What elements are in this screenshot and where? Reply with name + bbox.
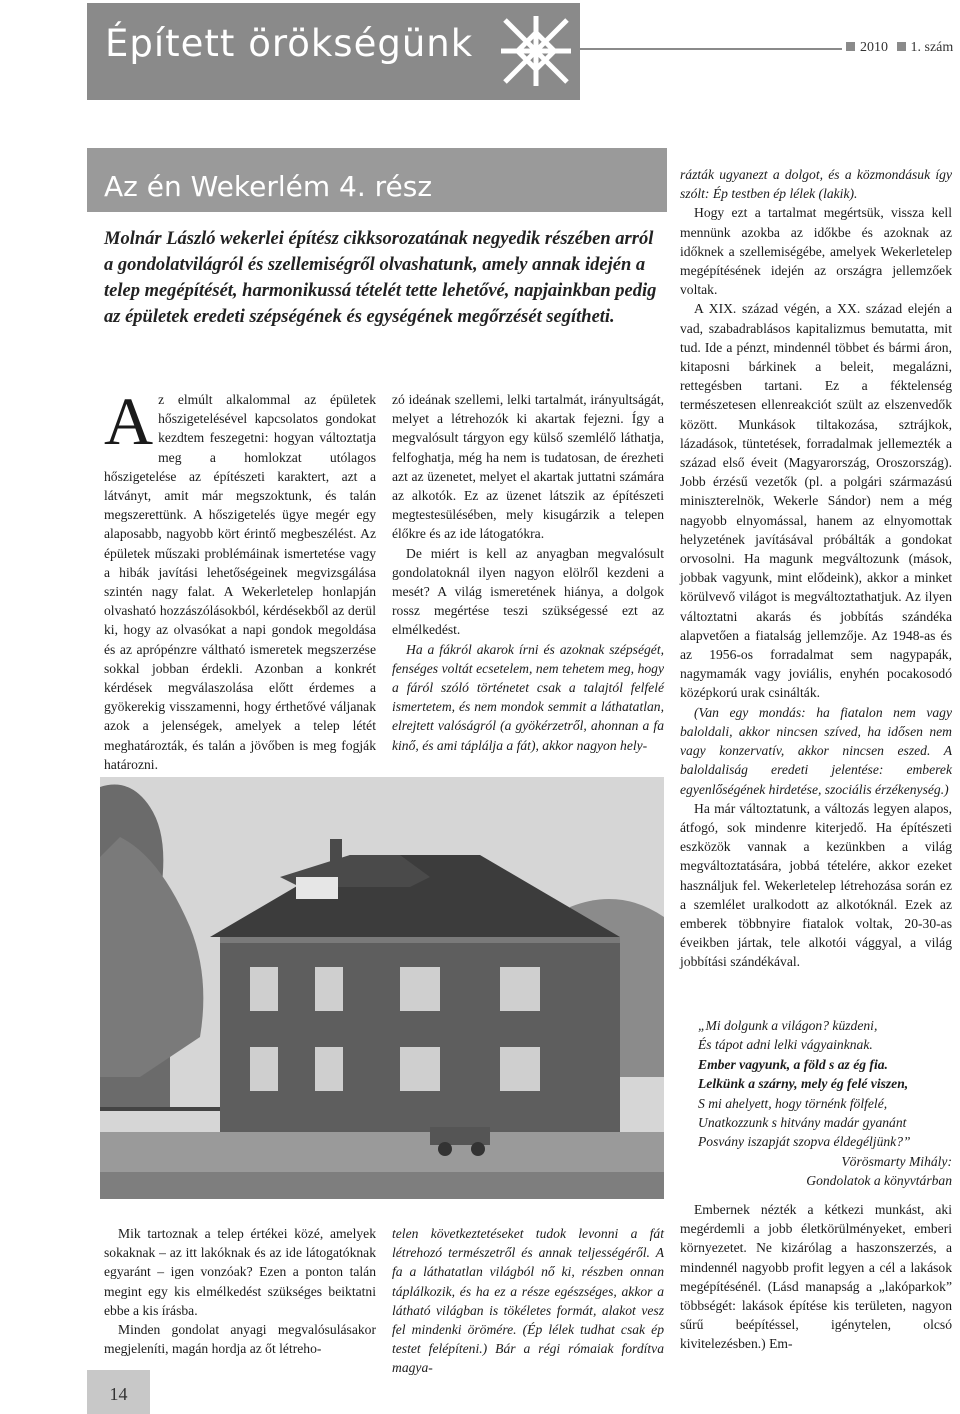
poem-line: És tápot adni lelki vágyainknak. — [698, 1037, 873, 1053]
bullet-square-icon — [846, 42, 855, 51]
article-lead: Molnár László wekerlei építész cikksorozatának negyedik részében arról a gondolatvilágról és szellemiségről olvashatunk, amely annak idején a telep megépítését, harmonikussá tételét tette lehetővé, napjainkban pedig az épületek eredeti szépségének és egységének megőrzését segítheti. — [104, 229, 657, 327]
page-number: 14 — [109, 1384, 128, 1404]
poem-line: S mi ahelyett, hogy törnénk fölfelé, — [698, 1095, 888, 1111]
text-column-1-bottom — [104, 1224, 376, 1358]
poem-line: „Mi dolgunk a világon? küzdeni, — [698, 1018, 878, 1033]
section-title: Épített örökségünk — [105, 22, 474, 65]
header-rule — [580, 48, 842, 50]
issue-number: 1. szám — [910, 40, 954, 55]
article-title-main: Az én Wekerlém — [104, 170, 331, 203]
poem-author: Vörösmarty Mihály: — [841, 1153, 952, 1169]
text-column-3-bottom — [680, 1200, 952, 1354]
poem-quote — [680, 1016, 952, 1191]
poem-line: Posvány iszapját szopva éldegéljünk?” — [698, 1134, 911, 1150]
paragraph: Mik tartoznak a telep értékei közé, amelyek sokaknak – az itt lakóknak és az ide látogatóknak egyaránt – igen vonzóak? Ezen a ponton talán megint egy kis elmélkedést szükséges beiktatni ebbe a kis írásba. — [104, 1226, 376, 1318]
poem-line: Ember vagyunk, a föld s az ég fia. — [698, 1056, 888, 1072]
paragraph: Ha már változtatunk, a változás legyen alapos, átfogó, sok mindenre kiterjedő. Ha építészeti eszközök vannak a kezünkben a világ megváltoztatására, jobbá tételére, akkor ezeket használjuk fel. Wekerletelep létrehozása során ez a szemlélet uralkodott az alkotóknál. Ezek az emberek többnyire fiatalok voltak, 20-30-as éveikben jártak, tele alkotói vággyal, a világ jobbítási szándékával. — [680, 800, 952, 970]
paragraph: Minden gondolat anyagi megvalósulásakor megjeleníti, magán hordja az őt létreho- — [104, 1322, 376, 1357]
text-column-3 — [680, 165, 952, 972]
paragraph: Embernek nézték a kétkezi munkást, aki megérdemli a jobb életkörülményeket, emberi környezetet. Ne kizárólag a haszonszerzés, a mindennél nagyobb profit legyen a cél a lakások megépítésénél. (Lásd manapság a „lakóparkok” többségét: lakások építése kis területen, nagyon sűrű beépítéssel, igénytelen, olcsó kivitelezésben.) Em- — [680, 1202, 952, 1352]
issue-info — [846, 40, 953, 56]
drop-cap: A — [104, 383, 154, 459]
paragraph: telen következtetéseket tudok levonni a fát létrehozó természetről és annak teljességéről. A fa a láthatatlan világból nő ki, részben onnan táplálkozik, és ha ez a része egészséges, akkor a látható világban is tökéletes formát, alakot vesz fel mindenki örömére. (Ép lélek tudhat csak ép testet felépíteni.) Bár a régi rómaiak fordítva magya- — [392, 1226, 664, 1376]
poem-line: Lelkünk a szárny, mely ég felé viszen, — [698, 1076, 909, 1092]
text-column-1 — [104, 383, 376, 774]
ornament-logo-icon — [495, 10, 577, 92]
page-header — [0, 0, 960, 100]
paragraph: rázták ugyanezt a dolgot, és a közmondásuk így szólt: Ép testben ép lélek (lakik). — [680, 167, 952, 202]
text-column-2-bottom — [392, 1224, 664, 1378]
paragraph: Az elmúlt alkalommal az épületek hőszigetelésével kapcsolatos gondokat kezdtem feszegetni: hogyan változtatja meg a homlokzat utólagos hőszigetelése az építészeti karaktert, azt a látványt, amit már megszoktunk, és talán megszerettünk. A hőszigetelés ügye megér egy alaposabb, nagyobb kört érintő megbeszélést. Az épületek műszaki problémáinak ismertetése vagy a hibák javítási lehetőségeinek megvizsgálása szintén nagy falat. A Wekerletelep honlapján olvasható hozzászólásokból, kérdésekből az derül ki, hogy az olvasókat a napi gondok megoldása és az aprópénzre váltható ismeretek megszerzése sokkal jobban érdekli. Azonban a konkrét kérdések megválaszolása előtt érdemes a gyökerekig visszamenni, hogy érthetővé váljanak azok a jelenségek, amelyek a telep létét meghatározták, és talán a jövőben is meg fogják határozni. — [104, 383, 376, 772]
poem-line: Unatkozzunk s hitvány madár gyanánt — [698, 1115, 907, 1131]
poem-source: Gondolatok a könyvtárban — [806, 1173, 952, 1189]
paragraph: De miért is kell az anyagban megvalósult gondolatoknál ilyen nagyon elölről kezdeni a mesét? A világ ismeretének hiánya, a dolgok rossz megértése teszi szükségessé ezt az elmélkedést. — [392, 545, 664, 638]
text-column-2 — [392, 390, 664, 755]
house-illustration — [100, 777, 664, 1199]
paragraph: (Van egy mondás: ha fiatalon nem vagy baloldali, akkor nincsen szíved, ha idősen nem vagy konzervatív, akkor nincsen eszed. A baloldaliság eredeti jelentése: emberek egyenlőségének hirdetése, szociális érzékenység.) — [680, 704, 952, 797]
paragraph: A XIX. század végén, a XX. század elején a vad, szabadrablásos kapitalizmus bemutatta, mit tud. Ide a pénzt, mindennél többet és bármi áron, kitaposni bárkinek a beleit, megalázni, rettegésben tartani. Ez a féktelenség természetesen ellenreakciót szült az elszenvedők között. Munkások tiltakozása, sztrájkok, lázadások, tüntetések, forradalmak jellemezték a század első éveit (Magyarország, Oroszország). Jobb érzésű vezetők (pl. a polgári származású miniszterelnök, Wekerle Sándor) nem a még nagyobb elnyomással, hanem az elnyomottak helyzetének javításával próbálták a gondokat orvosolni. Ha magunk megváltozunk (mások, jobbak vagyunk, mint elődeink), akkor a minket körülvevő világot is megváltoztathatjuk. Az ilyen változtatni akarás és jobbítás szándéka alapvetően a fiatalság jellemzője. Az 1948-as és az 1956-os forradalmat sem nagypapák, nagymamák vagy joviális, enyhén pocakosodó középkorú urak csinálták. — [680, 301, 952, 701]
paragraph: zó ideának szellemi, lelki tartalmát, irányultságát, melyet a létrehozók ki akartak fejezni. Így a megvalósult tárgyon egy külső szemlélő láthatja, felfoghatja, még ha nem is tudatosan, de érezheti azt az üzenetet, melyet el akartak juttatni számára az alkotók. Ez az üzenet látszik az építészeti megtestesülésében, mely kisugárzik a telepen élőkre és az ide látogatókra. — [392, 392, 664, 542]
paragraph: Ha a fákról akarok írni és azoknak szépségét, fenséges voltát ecsetelem, nem tehetem meg, hogy a fáról szóló történetet csak a talajtól felfelé ismertetem, és nem mondok semmit a láthatatlan, elrejtett valóságról (a gyökérzetről, ahonnan a fa kinő, és ami táplálja a fát), akkor nagyon hely- — [392, 641, 664, 753]
article-title — [104, 170, 432, 203]
bullet-square-icon — [897, 42, 906, 51]
paragraph: Hogy ezt a tartalmat megértsük, vissza kell mennünk azokba az időkbe és azoknak az időknek a szellemiségébe, amelyek Wekerletelep megépítésének idején az országra jellemzőek voltak. — [680, 205, 952, 298]
article-part: 4. rész — [339, 170, 433, 203]
issue-year: 2010 — [860, 40, 888, 55]
two-story-house-photo — [100, 777, 664, 1199]
